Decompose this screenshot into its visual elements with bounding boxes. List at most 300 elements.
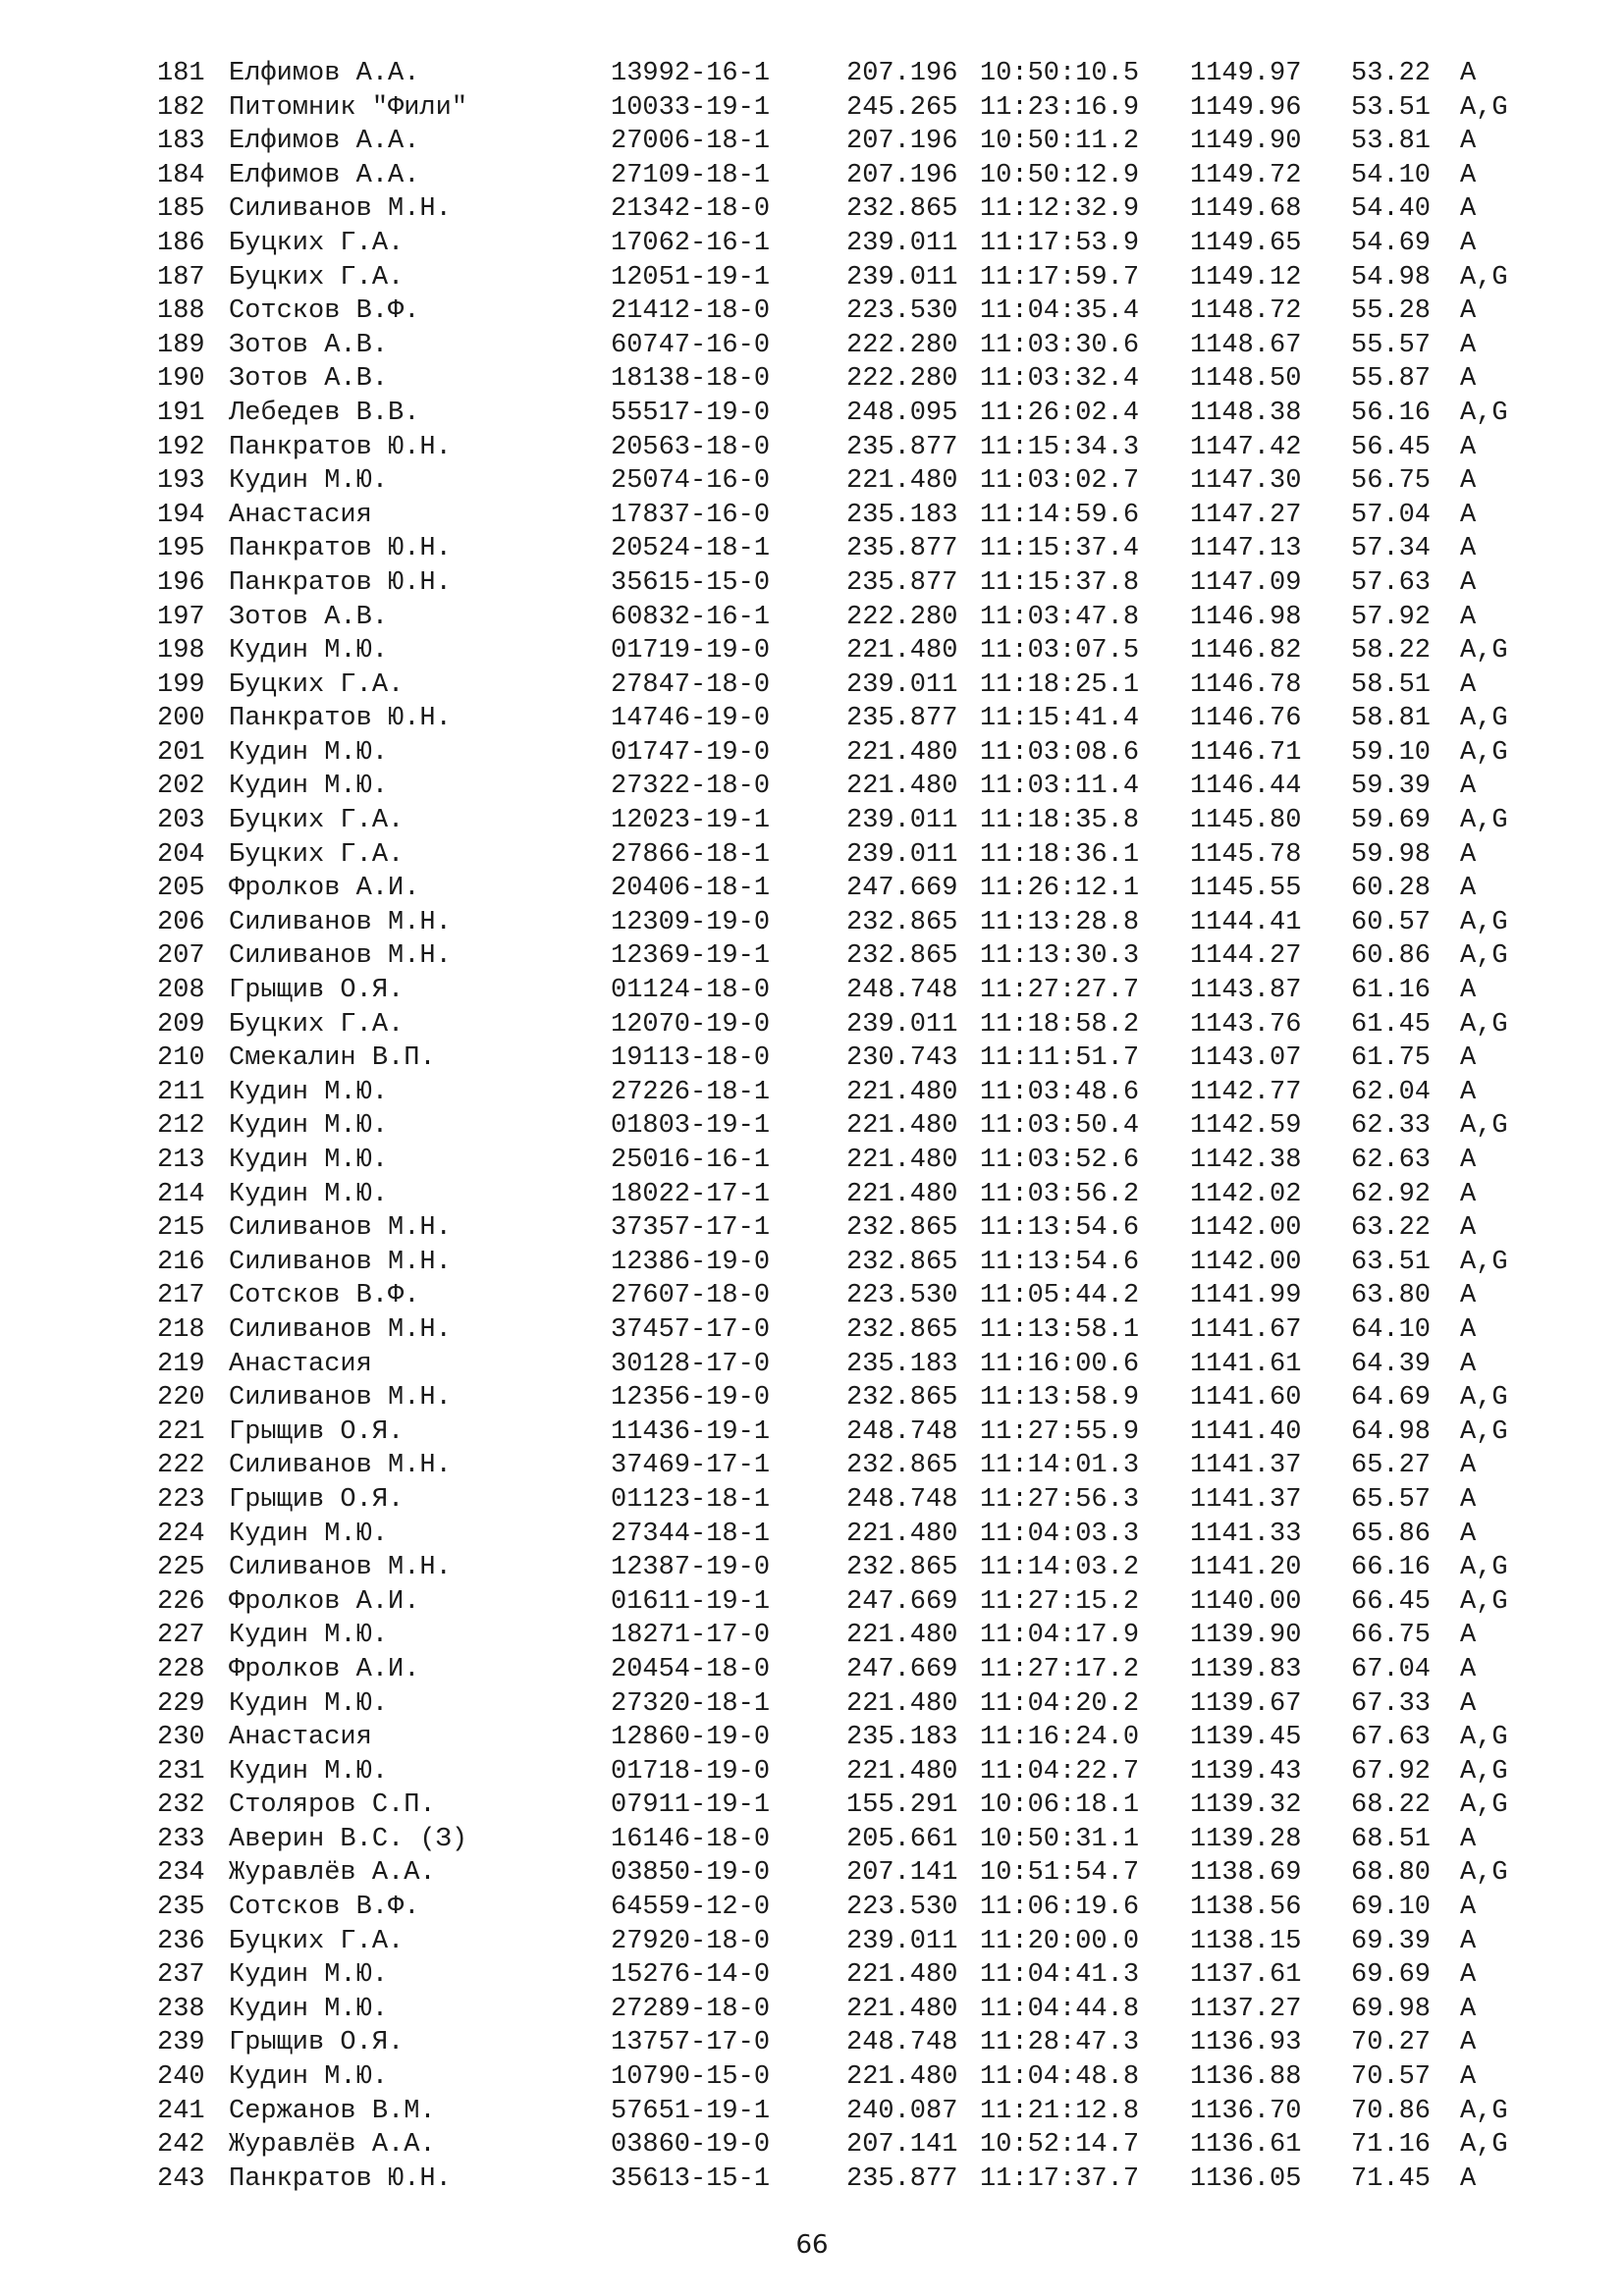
speed: 1141.40 [1190,1416,1302,1447]
arrival-time: 11:03:56.2 [980,1179,1140,1209]
speed: 1149.65 [1190,228,1302,258]
row-number: 221 [157,1416,205,1447]
row-number: 183 [157,127,205,157]
ring-number: 27289-18-0 [611,1994,771,2024]
row-number: 201 [157,737,205,768]
speed: 1147.13 [1190,534,1302,564]
flags: A [1460,839,1477,870]
distance: 232.865 [846,1451,958,1481]
arrival-time: 11:13:30.3 [980,941,1140,972]
distance: 235.183 [846,1349,958,1379]
distance: 221.480 [846,1077,958,1107]
speed: 1147.27 [1190,500,1302,530]
row-number: 207 [157,941,205,972]
speed: 1137.61 [1190,1960,1302,1991]
distance: 230.743 [846,1043,958,1074]
speed: 1147.42 [1190,432,1302,462]
coefficient: 57.34 [1351,534,1432,564]
ring-number: 07911-19-1 [611,1790,771,1821]
row-number: 224 [157,1519,205,1549]
arrival-time: 11:21:12.8 [980,2096,1140,2126]
arrival-time: 11:18:36.1 [980,839,1140,870]
row-number: 239 [157,2028,205,2058]
row-number: 234 [157,1858,205,1889]
arrival-time: 11:14:59.6 [980,500,1140,530]
distance: 240.087 [846,2096,958,2126]
speed: 1141.33 [1190,1519,1302,1549]
flags: A,G [1460,1586,1508,1617]
ring-number: 27320-18-1 [611,1688,771,1719]
arrival-time: 11:15:37.4 [980,534,1140,564]
distance: 248.095 [846,398,958,428]
flags: A,G [1460,1858,1508,1889]
fancier-name: Кудин М.Ю. [229,1621,389,1651]
ring-number: 18138-18-0 [611,364,771,395]
speed: 1141.37 [1190,1484,1302,1515]
coefficient: 56.75 [1351,466,1432,497]
flags: A [1460,1994,1477,2024]
flags: A [1460,1349,1477,1379]
row-number: 199 [157,669,205,700]
flags: A [1460,59,1477,88]
row-number: 237 [157,1960,205,1991]
coefficient: 53.51 [1351,92,1432,123]
distance: 248.748 [846,1416,958,1447]
distance: 248.748 [846,1484,958,1515]
coefficient: 64.98 [1351,1416,1432,1447]
coefficient: 60.28 [1351,874,1432,904]
ring-number: 12070-19-0 [611,1009,771,1040]
arrival-time: 11:27:56.3 [980,1484,1140,1515]
arrival-time: 11:26:12.1 [980,874,1140,904]
ring-number: 13992-16-1 [611,59,771,88]
speed: 1149.12 [1190,262,1302,293]
coefficient: 60.86 [1351,941,1432,972]
speed: 1137.27 [1190,1994,1302,2024]
distance: 221.480 [846,1146,958,1175]
ring-number: 25016-16-1 [611,1146,771,1175]
distance: 232.865 [846,1383,958,1414]
coefficient: 60.57 [1351,907,1432,937]
row-number: 209 [157,1009,205,1040]
ring-number: 27866-18-1 [611,839,771,870]
ring-number: 12369-19-1 [611,941,771,972]
ring-number: 01747-19-0 [611,737,771,768]
fancier-name: Силиванов М.Н. [229,1553,452,1583]
flags: A [1460,1179,1477,1209]
coefficient: 68.22 [1351,1790,1432,1821]
fancier-name: Панкратов Ю.Н. [229,2163,452,2194]
arrival-time: 11:03:02.7 [980,466,1140,497]
distance: 221.480 [846,2062,958,2093]
coefficient: 63.80 [1351,1281,1432,1311]
arrival-time: 11:14:01.3 [980,1451,1140,1481]
flags: A [1460,1281,1477,1311]
coefficient: 54.98 [1351,262,1432,293]
flags: A,G [1460,1756,1508,1787]
distance: 235.877 [846,432,958,462]
distance: 223.530 [846,1893,958,1923]
row-number: 202 [157,772,205,802]
coefficient: 65.57 [1351,1484,1432,1515]
speed: 1142.00 [1190,1213,1302,1244]
ring-number: 60747-16-0 [611,330,771,360]
arrival-time: 11:17:53.9 [980,228,1140,258]
speed: 1144.27 [1190,941,1302,972]
fancier-name: Грыщив О.Я. [229,1484,405,1515]
fancier-name: Смекалин В.П. [229,1043,436,1074]
flags: A [1460,432,1477,462]
fancier-name: Лебедев В.В. [229,398,420,428]
arrival-time: 11:13:28.8 [980,907,1140,937]
speed: 1142.38 [1190,1146,1302,1175]
coefficient: 57.63 [1351,567,1432,598]
row-number: 232 [157,1790,205,1821]
coefficient: 57.04 [1351,500,1432,530]
fancier-name: Питомник "Фили" [229,92,468,123]
distance: 232.865 [846,1247,958,1277]
flags: A [1460,296,1477,327]
distance: 232.865 [846,1314,958,1345]
speed: 1138.15 [1190,1926,1302,1956]
coefficient: 58.81 [1351,704,1432,734]
speed: 1145.78 [1190,839,1302,870]
distance: 221.480 [846,1621,958,1651]
arrival-time: 11:20:00.0 [980,1926,1140,1956]
fancier-name: Кудин М.Ю. [229,1519,389,1549]
row-number: 240 [157,2062,205,2093]
coefficient: 59.69 [1351,806,1432,836]
coefficient: 64.69 [1351,1383,1432,1414]
row-number: 219 [157,1349,205,1379]
distance: 239.011 [846,806,958,836]
speed: 1136.61 [1190,2130,1302,2161]
row-number: 230 [157,1723,205,1753]
ring-number: 25074-16-0 [611,466,771,497]
flags: A [1460,194,1477,225]
arrival-time: 10:50:12.9 [980,160,1140,190]
fancier-name: Фролков А.И. [229,874,420,904]
fancier-name: Кудин М.Ю. [229,1146,389,1175]
fancier-name: Кудин М.Ю. [229,1756,389,1787]
arrival-time: 11:04:22.7 [980,1756,1140,1787]
speed: 1146.98 [1190,602,1302,632]
speed: 1141.60 [1190,1383,1302,1414]
coefficient: 70.27 [1351,2028,1432,2058]
speed: 1146.82 [1190,636,1302,667]
coefficient: 61.16 [1351,976,1432,1006]
flags: A,G [1460,704,1508,734]
coefficient: 69.39 [1351,1926,1432,1956]
row-number: 187 [157,262,205,293]
distance: 207.141 [846,2130,958,2161]
ring-number: 27607-18-0 [611,1281,771,1311]
fancier-name: Грыщив О.Я. [229,1416,405,1447]
ring-number: 14746-19-0 [611,704,771,734]
coefficient: 64.39 [1351,1349,1432,1379]
ring-number: 20524-18-1 [611,534,771,564]
speed: 1147.09 [1190,567,1302,598]
flags: A [1460,2028,1477,2058]
speed: 1139.83 [1190,1654,1302,1684]
coefficient: 54.40 [1351,194,1432,225]
speed: 1142.77 [1190,1077,1302,1107]
arrival-time: 11:18:58.2 [980,1009,1140,1040]
speed: 1148.67 [1190,330,1302,360]
arrival-time: 11:27:17.2 [980,1654,1140,1684]
arrival-time: 11:28:47.3 [980,2028,1140,2058]
ring-number: 55517-19-0 [611,398,771,428]
arrival-time: 11:27:27.7 [980,976,1140,1006]
fancier-name: Кудин М.Ю. [229,1688,389,1719]
fancier-name: Буцких Г.А. [229,228,405,258]
coefficient: 55.87 [1351,364,1432,395]
ring-number: 27109-18-1 [611,160,771,190]
ring-number: 01611-19-1 [611,1586,771,1617]
fancier-name: Грыщив О.Я. [229,2028,405,2058]
ring-number: 20406-18-1 [611,874,771,904]
fancier-name: Фролков А.И. [229,1586,420,1617]
speed: 1141.37 [1190,1451,1302,1481]
ring-number: 27322-18-0 [611,772,771,802]
row-number: 241 [157,2096,205,2126]
flags: A [1460,228,1477,258]
distance: 221.480 [846,1994,958,2024]
row-number: 242 [157,2130,205,2161]
ring-number: 37457-17-0 [611,1314,771,1345]
fancier-name: Буцких Г.А. [229,806,405,836]
coefficient: 69.10 [1351,1893,1432,1923]
ring-number: 21412-18-0 [611,296,771,327]
distance: 239.011 [846,1009,958,1040]
coefficient: 64.10 [1351,1314,1432,1345]
coefficient: 71.45 [1351,2163,1432,2194]
flags: A [1460,1213,1477,1244]
row-number: 189 [157,330,205,360]
arrival-time: 11:12:32.9 [980,194,1140,225]
fancier-name: Кудин М.Ю. [229,1077,389,1107]
ring-number: 18022-17-1 [611,1179,771,1209]
speed: 1138.69 [1190,1858,1302,1889]
distance: 222.280 [846,602,958,632]
flags: A [1460,127,1477,157]
coefficient: 68.80 [1351,1858,1432,1889]
speed: 1146.76 [1190,704,1302,734]
speed: 1141.61 [1190,1349,1302,1379]
distance: 247.669 [846,874,958,904]
row-number: 194 [157,500,205,530]
coefficient: 56.16 [1351,398,1432,428]
ring-number: 13757-17-0 [611,2028,771,2058]
fancier-name: Сотсков В.Ф. [229,1893,420,1923]
speed: 1143.07 [1190,1043,1302,1074]
coefficient: 66.16 [1351,1553,1432,1583]
ring-number: 17837-16-0 [611,500,771,530]
row-number: 203 [157,806,205,836]
flags: A [1460,2062,1477,2093]
row-number: 222 [157,1451,205,1481]
arrival-time: 11:13:58.9 [980,1383,1140,1414]
flags: A [1460,567,1477,598]
speed: 1136.88 [1190,2062,1302,2093]
fancier-name: Елфимов А.А. [229,127,420,157]
fancier-name: Силиванов М.Н. [229,1314,452,1345]
distance: 207.196 [846,127,958,157]
arrival-time: 11:03:50.4 [980,1111,1140,1142]
row-number: 218 [157,1314,205,1345]
distance: 235.183 [846,500,958,530]
distance: 207.196 [846,160,958,190]
ring-number: 12309-19-0 [611,907,771,937]
speed: 1139.90 [1190,1621,1302,1651]
fancier-name: Буцких Г.А. [229,1926,405,1956]
flags: A [1460,1043,1477,1074]
coefficient: 69.69 [1351,1960,1432,1991]
flags: A [1460,1519,1477,1549]
distance: 248.748 [846,976,958,1006]
coefficient: 54.10 [1351,160,1432,190]
row-number: 196 [157,567,205,598]
speed: 1141.99 [1190,1281,1302,1311]
ring-number: 10790-15-0 [611,2062,771,2093]
arrival-time: 11:03:30.6 [980,330,1140,360]
arrival-time: 11:04:41.3 [980,1960,1140,1991]
ring-number: 01123-18-1 [611,1484,771,1515]
ring-number: 15276-14-0 [611,1960,771,1991]
coefficient: 67.33 [1351,1688,1432,1719]
fancier-name: Журавлёв А.А. [229,2130,436,2161]
flags: A,G [1460,636,1508,667]
fancier-name: Панкратов Ю.Н. [229,534,452,564]
arrival-time: 11:17:59.7 [980,262,1140,293]
arrival-time: 11:03:52.6 [980,1146,1140,1175]
flags: A,G [1460,941,1508,972]
flags: A [1460,1484,1477,1515]
arrival-time: 11:04:44.8 [980,1994,1140,2024]
distance: 248.748 [846,2028,958,2058]
ring-number: 12386-19-0 [611,1247,771,1277]
flags: A,G [1460,1247,1508,1277]
coefficient: 61.45 [1351,1009,1432,1040]
speed: 1139.43 [1190,1756,1302,1787]
distance: 247.669 [846,1654,958,1684]
arrival-time: 11:04:48.8 [980,2062,1140,2093]
speed: 1147.30 [1190,466,1302,497]
distance: 222.280 [846,364,958,395]
distance: 235.183 [846,1723,958,1753]
flags: A [1460,1824,1477,1854]
coefficient: 71.16 [1351,2130,1432,2161]
fancier-name: Силиванов М.Н. [229,1451,452,1481]
fancier-name: Буцких Г.А. [229,1009,405,1040]
fancier-name: Буцких Г.А. [229,262,405,293]
ring-number: 01803-19-1 [611,1111,771,1142]
row-number: 236 [157,1926,205,1956]
arrival-time: 11:04:17.9 [980,1621,1140,1651]
speed: 1141.67 [1190,1314,1302,1345]
arrival-time: 11:16:24.0 [980,1723,1140,1753]
flags: A [1460,330,1477,360]
ring-number: 30128-17-0 [611,1349,771,1379]
coefficient: 55.57 [1351,330,1432,360]
coefficient: 65.27 [1351,1451,1432,1481]
distance: 239.011 [846,669,958,700]
distance: 223.530 [846,296,958,327]
coefficient: 63.22 [1351,1213,1432,1244]
arrival-time: 11:13:54.6 [980,1213,1140,1244]
coefficient: 53.81 [1351,127,1432,157]
arrival-time: 11:03:32.4 [980,364,1140,395]
coefficient: 58.22 [1351,636,1432,667]
row-number: 229 [157,1688,205,1719]
speed: 1139.67 [1190,1688,1302,1719]
distance: 223.530 [846,1281,958,1311]
speed: 1145.80 [1190,806,1302,836]
speed: 1136.93 [1190,2028,1302,2058]
coefficient: 58.51 [1351,669,1432,700]
distance: 221.480 [846,1960,958,1991]
row-number: 228 [157,1654,205,1684]
ring-number: 60832-16-1 [611,602,771,632]
arrival-time: 11:18:35.8 [980,806,1140,836]
speed: 1143.87 [1190,976,1302,1006]
fancier-name: Кудин М.Ю. [229,636,389,667]
distance: 232.865 [846,941,958,972]
row-number: 182 [157,92,205,123]
fancier-name: Кудин М.Ю. [229,2062,389,2093]
flags: A [1460,602,1477,632]
ring-number: 57651-19-1 [611,2096,771,2126]
row-number: 197 [157,602,205,632]
row-number: 217 [157,1281,205,1311]
arrival-time: 10:50:31.1 [980,1824,1140,1854]
ring-number: 12023-19-1 [611,806,771,836]
flags: A,G [1460,1111,1508,1142]
ring-number: 12387-19-0 [611,1553,771,1583]
flags: A,G [1460,92,1508,123]
ring-number: 20454-18-0 [611,1654,771,1684]
row-number: 206 [157,907,205,937]
arrival-time: 11:03:08.6 [980,737,1140,768]
coefficient: 56.45 [1351,432,1432,462]
ring-number: 18271-17-0 [611,1621,771,1651]
speed: 1149.72 [1190,160,1302,190]
speed: 1149.97 [1190,59,1302,88]
fancier-name: Сотсков В.Ф. [229,296,420,327]
row-number: 235 [157,1893,205,1923]
row-number: 186 [157,228,205,258]
flags: A [1460,1314,1477,1345]
arrival-time: 10:50:11.2 [980,127,1140,157]
arrival-time: 11:13:58.1 [980,1314,1140,1345]
flags: A,G [1460,1416,1508,1447]
flags: A,G [1460,398,1508,428]
coefficient: 67.04 [1351,1654,1432,1684]
coefficient: 62.33 [1351,1111,1432,1142]
coefficient: 59.98 [1351,839,1432,870]
fancier-name: Панкратов Ю.Н. [229,432,452,462]
arrival-time: 11:13:54.6 [980,1247,1140,1277]
ring-number: 19113-18-0 [611,1043,771,1074]
ring-number: 20563-18-0 [611,432,771,462]
speed: 1148.72 [1190,296,1302,327]
fancier-name: Силиванов М.Н. [229,1213,452,1244]
ring-number: 27920-18-0 [611,1926,771,1956]
coefficient: 59.39 [1351,772,1432,802]
row-number: 215 [157,1213,205,1244]
ring-number: 27006-18-1 [611,127,771,157]
distance: 221.480 [846,1519,958,1549]
